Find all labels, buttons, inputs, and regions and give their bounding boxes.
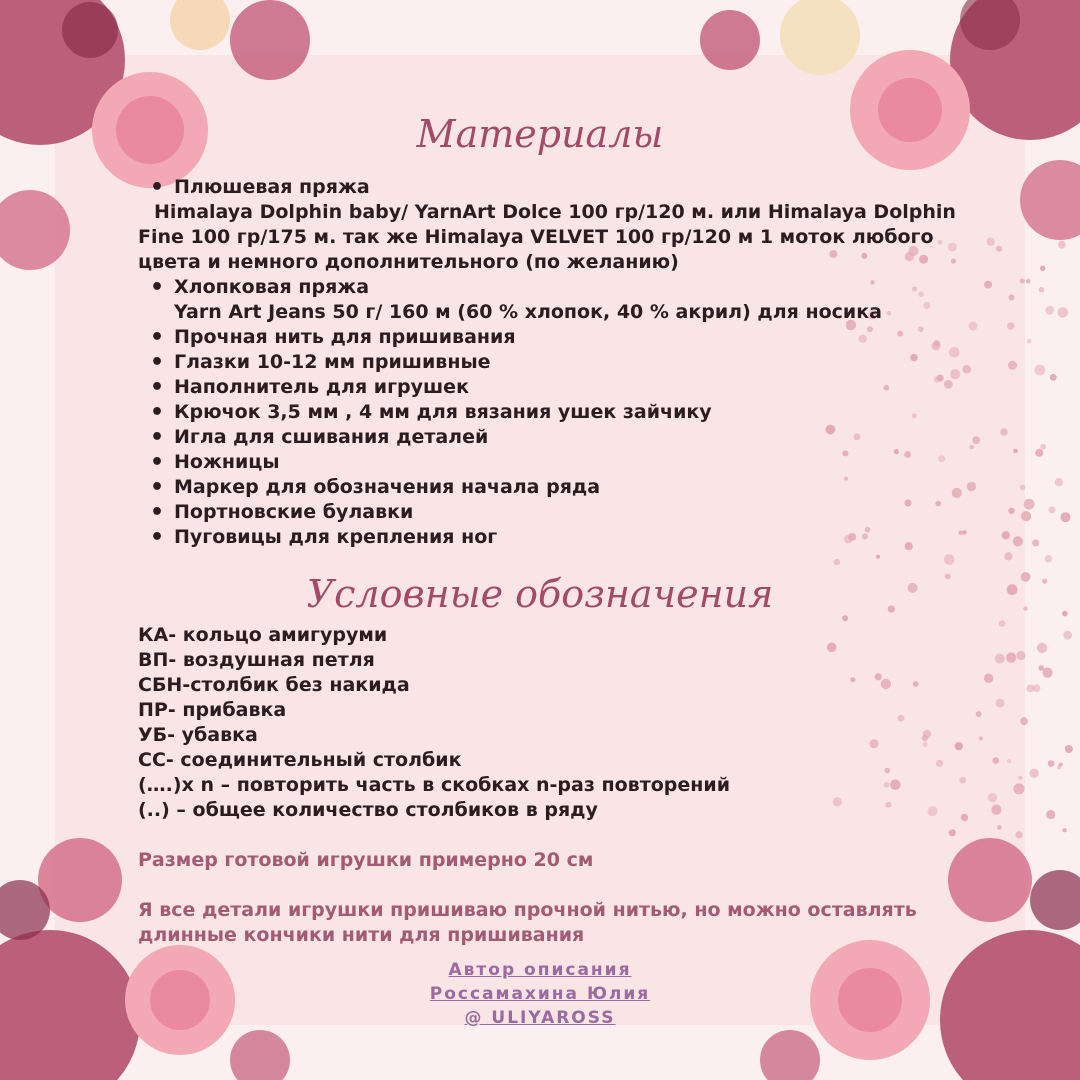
legend-item: СС- соединительный столбик [138, 749, 462, 771]
sewing-note: Я все детали игрушки пришиваю прочной нитью, но можно оставлять длинные кончики нити для пришивания [138, 899, 917, 946]
list-item: • Глазки 10-12 мм пришивные [138, 350, 978, 375]
cotton-yarn-line-1: Yarn Art Jeans 50 г/ 160 м (60 % хлопок, 40 % акрил) для носика [174, 301, 882, 323]
materials-list [138, 175, 978, 550]
list-item: • Маркер для обозначения начала ряда [138, 475, 978, 500]
list-item: • Пуговицы для крепления ног [138, 525, 978, 550]
list-item: • Прочная нить для пришивания [138, 325, 978, 350]
author-name-link[interactable]: Россамахина Юлия [429, 984, 651, 1004]
plush-yarn-line-3: цвета и немного дополнительного (по желанию) [138, 251, 679, 273]
plush-yarn-title: Плюшевая пряжа [174, 176, 370, 198]
legend-list [138, 623, 978, 823]
author-handle-link[interactable]: @ ULIYAROSS [464, 1008, 616, 1028]
legend-item: ПР- прибавка [138, 699, 287, 721]
legend-item: ВП- воздушная петля [138, 649, 375, 671]
legend-item: КА- кольцо амигуруми [138, 624, 388, 646]
author-label-link[interactable]: Автор описания [448, 960, 632, 980]
legend-heading: Условные обозначения [306, 572, 774, 616]
legend-item: УБ- убавка [138, 724, 258, 746]
list-item [138, 275, 978, 300]
list-item [138, 175, 978, 200]
legend-item: (….)x n – повторить часть в скобках n-раз повторений [138, 774, 731, 796]
list-item: • Игла для сшивания деталей [138, 425, 978, 450]
size-note: Размер готовой игрушки примерно 20 см [138, 849, 594, 871]
plush-yarn-line-1: Himalaya Dolphin baby/ YarnArt Dolce 100 гр/120 м. или Himalaya Dolphin [154, 201, 956, 223]
list-item: • Наполнитель для игрушек [138, 375, 978, 400]
list-item: • Крючок 3,5 мм , 4 мм для вязания ушек зайчику [138, 400, 978, 425]
materials-heading: Материалы [416, 112, 664, 156]
list-item: • Портновские булавки [138, 500, 978, 525]
cotton-yarn-title: Хлопковая пряжа [174, 276, 370, 298]
legend-item: (..) – общее количество столбиков в ряду [138, 799, 598, 821]
list-item: • Ножницы [138, 450, 978, 475]
author-credit [0, 958, 1080, 1030]
legend-item: СБН-столбик без накида [138, 674, 410, 696]
plush-yarn-line-2: Fine 100 гр/175 м. так же Himalaya VELVET 100 гр/120 м 1 моток любого [138, 226, 934, 248]
